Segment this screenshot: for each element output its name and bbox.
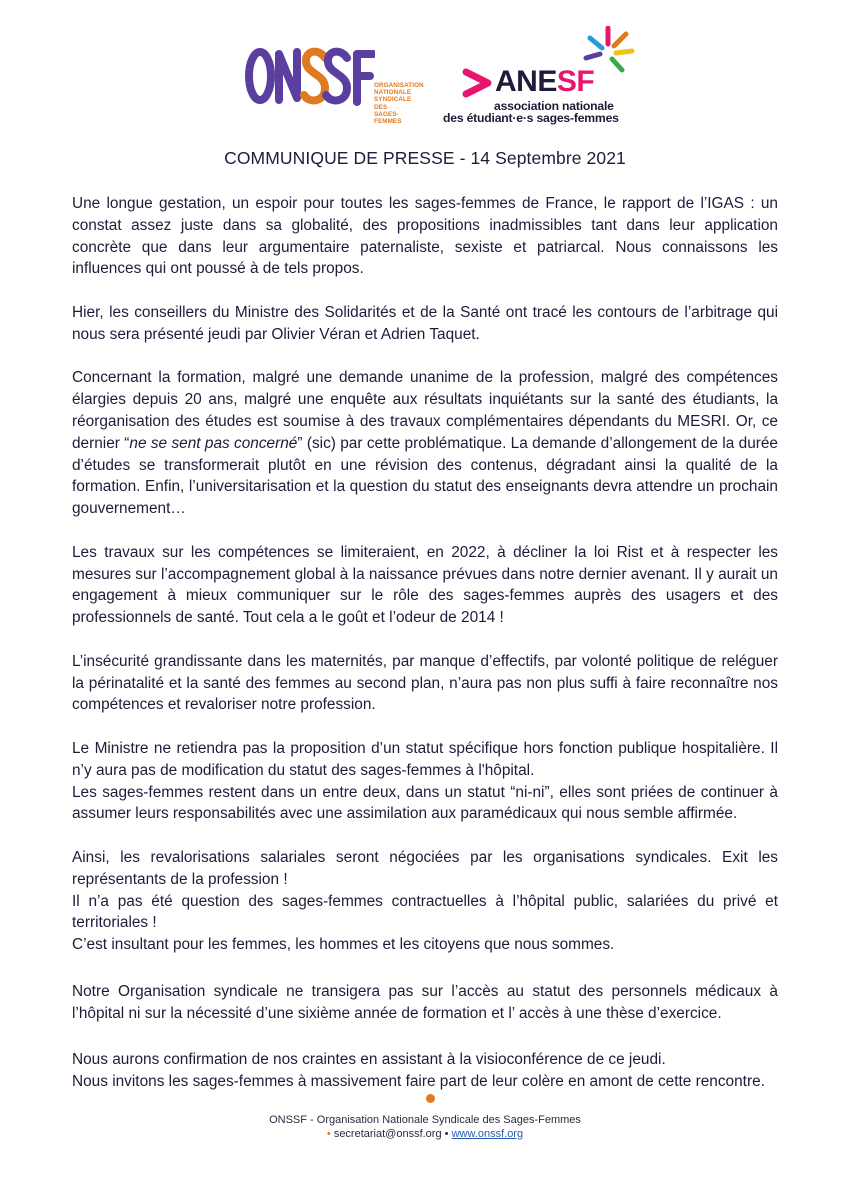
footer-org-name: ONSSF - Organisation Nationale Syndicale des Sages-Femmes <box>269 1114 581 1126</box>
onssf-wordmark-graphic <box>245 40 375 112</box>
footer-dot-icon <box>426 1094 435 1103</box>
paragraph-organisation: Notre Organisation syndicale ne transigera pas sur l’accès au statut des personnels médicaux à l’hôpital ni sur la nécessité d’une sixième année de formation et l’ accès à une thèse d’exercice. <box>72 982 778 1022</box>
paragraph-confirmation: Nous aurons confirmation de nos craintes en assistant à la visioconférence de ce jeudi. <box>72 1051 666 1069</box>
onssf-subtitle-line: ORGANISATION <box>374 82 424 89</box>
anesf-logo <box>443 26 650 128</box>
paragraph-insultant: C’est insultant pour les femmes, les hommes et les citoyens que nous sommes. <box>72 936 615 954</box>
onssf-subtitle-line: SAGES-FEMMES <box>374 110 402 126</box>
onssf-subtitle-line: NATIONALE <box>374 89 412 97</box>
paragraph-intro: Une longue gestation, un espoir pour toutes les sages-femmes de France, le rapport de l’IGAS : un constat assez juste dans sa globalité, des propositions inadmissibles tant dans leur application concrète que dans leur argumentaire paternaliste, sexiste et patriarcal. Nous connaissons les influences qui ont poussé à de tels propos. <box>72 195 778 278</box>
paragraph-invitation: Nous invitons les sages-femmes à massivement faire part de leur colère en amont de cette rencontre. <box>72 1073 765 1091</box>
onssf-subtitle-line: SYNDICALE DES <box>374 96 412 111</box>
onssf-logo <box>245 40 425 126</box>
paragraph-entre-deux: Les sages-femmes restent dans un entre deux, dans un statut “ni-ni”, elles sont priées de continuer à assumer leurs responsabilités avec une assimilation aux paramédicaux qui nous semble affirmée. <box>72 783 778 823</box>
footer-contact <box>0 1128 850 1140</box>
press-release-body <box>72 193 778 1115</box>
paragraph-ministre: Le Ministre ne retiendra pas la proposition d’un statut spécifique hors fonction publique hospitalière. Il n’y aura pas de modification du statut des sages-femmes à l'hôpital. <box>72 739 778 779</box>
paragraph-competences: Les travaux sur les compétences se limiteraient, en 2022, à décliner la loi Rist et à respecter les mesures sur l’accompagnement global à la naissance prévues dans notre dernier avenant. Il y aurait un engagement à mieux communiquer sur le rôle des sages-femmes auprès des usagers et des professionnels de santé. Tout cela a le goût et l’odeur de 2014 ! <box>72 543 778 627</box>
paragraph-contractuelles: Il n’a pas été question des sages-femmes contractuelles à l’hôpital public, salariées du privé et territoriales ! <box>72 892 778 932</box>
bullet-icon: • <box>326 1128 331 1140</box>
footer-email[interactable]: secretariat@onssf.org <box>333 1128 442 1140</box>
onssf-subtitle <box>374 82 425 125</box>
paragraph-revalorisations: Ainsi, les revalorisations salariales seront négociées par les organisations syndicales. Exit les représentants de la profession ! <box>72 848 778 888</box>
bullet-icon: • <box>444 1128 449 1140</box>
anesf-subtitle-line2: des étudiant·e·s sages-femmes <box>443 111 619 125</box>
burst-icon <box>586 28 632 70</box>
chevron-right-icon <box>466 72 488 94</box>
footer-website-link[interactable]: www.onssf.org <box>451 1128 524 1140</box>
paragraph-formation <box>72 367 778 520</box>
quote-italic: ne se sent pas concerné <box>129 434 298 452</box>
anesf-wordmark <box>495 67 594 97</box>
anesf-wordmark-suffix: SF <box>556 65 595 98</box>
paragraph-formation-text-end: ” (sic) par cette problématique. La demande d’allongement de la durée d’études se transformerait plutôt en une révision des contenus, dégradant ainsi la qualité de la formation. Enfin, l’universitarisation et la question du statut des enseignants devra attendre un prochain gouvernement… <box>72 434 778 518</box>
paragraph-formation-text: Concernant la formation, malgré une demande unanime de la profession, malgré des compétences élargies depuis 20 ans, malgré une enquête aux résultats inquiétants sur la santé des étudiants, la réorganisation des études est soumise à des travaux complémentaires dépendants du MESRI. Or, ce dernier “ <box>72 369 778 452</box>
anesf-wordmark-prefix: ANE <box>495 65 557 98</box>
paragraph-arbitrage: Hier, les conseillers du Ministre des Solidarités et de la Santé ont tracé les contours de l’arbitrage qui nous sera présenté jeudi par Olivier Véran et Adrien Taquet. <box>72 303 778 343</box>
page-title: COMMUNIQUE DE PRESSE - 14 Septembre 2021 <box>224 148 626 168</box>
paragraph-insecurite: L’insécurité grandissante dans les maternités, par manque d’effectifs, par volonté politique de reléguer la périnatalité et la santé des femmes au second plan, n’aura pas non plus suffi à faire reconnaître nos compétences et revaloriser notre profession. <box>72 652 778 714</box>
anesf-subtitle-line1: association nationale <box>494 99 614 113</box>
